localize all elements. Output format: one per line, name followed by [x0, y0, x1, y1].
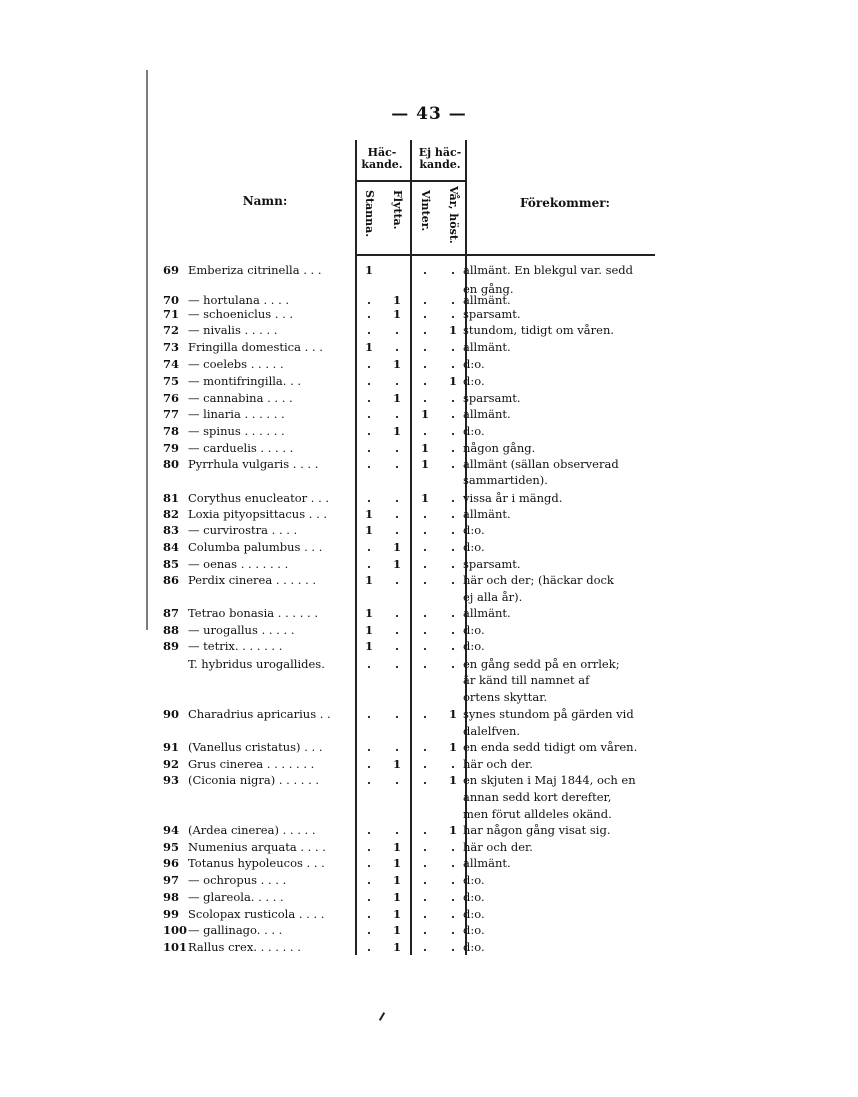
occurrence-text: här och der. [463, 757, 533, 771]
occurrence-text: har någon gång visat sig. [463, 823, 611, 837]
col-var-host-value: . [450, 639, 455, 653]
occurrence-text: sparsamt. [463, 557, 521, 571]
table-row [0, 723, 858, 740]
col-vinter-value: . [422, 940, 427, 954]
row-number: 94 [163, 823, 180, 837]
col-vinter-value: . [422, 606, 427, 620]
stray-mark [379, 1012, 385, 1021]
col-vinter-value: . [422, 357, 427, 371]
occurrence-text: allmänt. [463, 293, 511, 307]
col-vinter-value: 1 [420, 491, 429, 505]
col-flytta-value: . [394, 773, 399, 787]
occurrence-text: en skjuten i Maj 1844, och en [463, 773, 636, 787]
species-name: (Vanellus cristatus) . . . [188, 740, 323, 754]
col-flytta-value: 1 [392, 890, 401, 904]
species-name: Corythus enucleator . . . [188, 491, 330, 505]
col-stanna-value: . [366, 441, 371, 455]
col-flytta-value: 1 [392, 923, 401, 937]
species-name: Pyrrhula vulgaris . . . . [188, 457, 319, 471]
occurrence-text: d:o. [463, 940, 485, 954]
occurrence-text: sparsamt. [463, 391, 521, 405]
occurrence-text: är känd till namnet af [463, 673, 590, 687]
table-row [0, 638, 858, 655]
row-number: 85 [163, 557, 180, 571]
col-var-host-value: . [450, 840, 455, 854]
occurrence-text: d:o. [463, 923, 485, 937]
table-row [0, 306, 858, 323]
col-vinter-value: . [422, 856, 427, 870]
table-row [0, 456, 858, 473]
col-stanna-value: . [366, 940, 371, 954]
species-name: — ochropus . . . . [188, 873, 287, 887]
col-stanna-value: . [366, 357, 371, 371]
occurrence-text: sparsamt. [463, 307, 521, 321]
col-stanna-value: . [366, 740, 371, 754]
header-col-var-host: Vår, höst. [447, 186, 460, 244]
col-stanna-value: 1 [364, 639, 373, 653]
table-row [0, 339, 858, 356]
occurrence-text: d:o. [463, 523, 485, 537]
col-stanna-value: . [366, 457, 371, 471]
occurrence-text: här och der; (häckar dock [463, 573, 614, 587]
species-name: Tetrao bonasia . . . . . . [188, 606, 318, 620]
col-flytta-value: . [394, 740, 399, 754]
col-vinter-value: . [422, 890, 427, 904]
col-vinter-value: . [422, 623, 427, 637]
col-var-host-value: . [450, 923, 455, 937]
rule-group-under [355, 180, 465, 182]
col-var-host-value: . [450, 507, 455, 521]
species-name: Grus cinerea . . . . . . . [188, 757, 315, 771]
col-stanna-value: . [366, 424, 371, 438]
col-var-host-value: . [450, 940, 455, 954]
table-row [0, 423, 858, 440]
species-name: — glareola. . . . . [188, 890, 284, 904]
col-var-host-value: . [450, 293, 455, 307]
species-name: — spinus . . . . . . [188, 424, 285, 438]
col-flytta-value: . [394, 340, 399, 354]
col-flytta-value: . [394, 323, 399, 337]
col-var-host-value: . [450, 657, 455, 671]
table-row [0, 706, 858, 723]
col-vinter-value: 1 [420, 457, 429, 471]
row-number: 98 [163, 890, 180, 904]
col-vinter-value: . [422, 773, 427, 787]
row-number: 89 [163, 639, 180, 653]
occurrence-text: allmänt. En blekgul var. sedd [463, 263, 634, 277]
col-var-host-value: . [450, 856, 455, 870]
col-stanna-value: . [366, 391, 371, 405]
col-vinter-value: . [422, 573, 427, 587]
col-vinter-value: . [422, 740, 427, 754]
col-vinter-value: . [422, 657, 427, 671]
col-var-host-value: . [450, 907, 455, 921]
col-vinter-value: . [422, 639, 427, 653]
page-number: — 43 — [391, 104, 467, 124]
col-stanna-value: . [366, 540, 371, 554]
table-row [0, 356, 858, 373]
table-row [0, 373, 858, 390]
col-stanna-value: . [366, 923, 371, 937]
table-row [0, 556, 858, 573]
table-row [0, 572, 858, 589]
row-number: 92 [163, 757, 180, 771]
col-var-host-value: . [450, 391, 455, 405]
col-stanna-value: 1 [364, 340, 373, 354]
species-name: — nivalis . . . . . [188, 323, 278, 337]
table-row [0, 739, 858, 756]
row-number: 72 [163, 323, 180, 337]
col-vinter-value: . [422, 507, 427, 521]
row-number: 80 [163, 457, 180, 471]
col-flytta-value: 1 [392, 293, 401, 307]
col-stanna-value: 1 [364, 507, 373, 521]
occurrence-text: allmänt. [463, 606, 511, 620]
col-flytta-value: 1 [392, 940, 401, 954]
occurrence-text: allmänt (sällan observerad [463, 457, 619, 471]
row-number: 79 [163, 441, 180, 455]
col-flytta-value: 1 [392, 557, 401, 571]
species-name: — montifringilla. . . [188, 374, 302, 388]
table-row [0, 939, 858, 956]
species-name: Charadrius apricarius . . [188, 707, 331, 721]
col-stanna-value: 1 [364, 606, 373, 620]
col-stanna-value: . [366, 407, 371, 421]
table-row [0, 872, 858, 889]
table-row [0, 390, 858, 407]
rule-header-bottom [355, 254, 655, 256]
occurrence-text: dalelfven. [463, 724, 521, 738]
table-row [0, 656, 858, 673]
row-number: 78 [163, 424, 180, 438]
occurrence-text: allmänt. [463, 407, 511, 421]
col-flytta-value: 1 [392, 540, 401, 554]
row-number: 95 [163, 840, 180, 854]
occurrence-text: sammartiden). [463, 473, 548, 487]
row-number: 101 [163, 940, 188, 954]
species-name: — hortulana . . . . [188, 293, 290, 307]
occurrence-text: d:o. [463, 890, 485, 904]
species-name: (Ciconia nigra) . . . . . . [188, 773, 320, 787]
col-flytta-value: 1 [392, 856, 401, 870]
col-vinter-value: . [422, 557, 427, 571]
col-var-host-value: . [450, 757, 455, 771]
occurrence-text: vissa år i mängd. [463, 491, 563, 505]
col-vinter-value: 1 [420, 407, 429, 421]
species-name: Totanus hypoleucos . . . [188, 856, 325, 870]
col-vinter-value: . [422, 263, 427, 277]
col-var-host-value: 1 [448, 740, 457, 754]
species-name: — schoeniclus . . . [188, 307, 294, 321]
col-var-host-value: 1 [448, 707, 457, 721]
col-var-host-value: . [450, 573, 455, 587]
species-name: — oenas . . . . . . . [188, 557, 289, 571]
species-name: — tetrix. . . . . . . [188, 639, 283, 653]
col-vinter-value: . [422, 873, 427, 887]
col-stanna-value: . [366, 707, 371, 721]
occurrence-text: d:o. [463, 873, 485, 887]
row-number: 83 [163, 523, 180, 537]
col-vinter-value: . [422, 907, 427, 921]
header-col-flytta: Flytta. [391, 190, 404, 230]
occurrence-text: annan sedd kort derefter, [463, 790, 612, 804]
table-row [0, 889, 858, 906]
col-vinter-value: . [422, 823, 427, 837]
col-var-host-value: . [450, 557, 455, 571]
species-name: — gallinago. . . . [188, 923, 283, 937]
occurrence-text: allmänt. [463, 507, 511, 521]
col-stanna-value: . [366, 557, 371, 571]
species-name: — linaria . . . . . . [188, 407, 285, 421]
col-flytta-value: 1 [392, 840, 401, 854]
col-var-host-value: . [450, 340, 455, 354]
row-number: 84 [163, 540, 180, 554]
species-name: — coelebs . . . . . [188, 357, 284, 371]
col-stanna-value: . [366, 840, 371, 854]
table-row [0, 806, 858, 823]
species-name: Fringilla domestica . . . [188, 340, 323, 354]
col-stanna-value: . [366, 873, 371, 887]
col-var-host-value: . [450, 407, 455, 421]
col-stanna-value: 1 [364, 623, 373, 637]
occurrence-text: d:o. [463, 907, 485, 921]
table-row [0, 822, 858, 839]
col-vinter-value: . [422, 523, 427, 537]
occurrence-text: d:o. [463, 424, 485, 438]
table-row [0, 772, 858, 789]
table-row [0, 522, 858, 539]
col-var-host-value: 1 [448, 773, 457, 787]
col-var-host-value: . [450, 357, 455, 371]
occurrence-text: en enda sedd tidigt om våren. [463, 740, 638, 754]
col-stanna-value: . [366, 323, 371, 337]
row-number: 91 [163, 740, 180, 754]
col-flytta-value: . [394, 623, 399, 637]
species-name: Emberiza citrinella . . . [188, 263, 322, 277]
header-occurrence: Förekommer: [520, 196, 610, 210]
table-row [0, 789, 858, 806]
occurrence-text: en gång sedd på en orrlek; [463, 657, 620, 671]
table-row [0, 506, 858, 523]
occurrence-text: stundom, tidigt om våren. [463, 323, 615, 337]
occurrence-text: någon gång. [463, 441, 536, 455]
species-name: Scolopax rusticola . . . . [188, 907, 325, 921]
col-stanna-value: . [366, 293, 371, 307]
row-number: 93 [163, 773, 180, 787]
row-number: 81 [163, 491, 180, 505]
col-vinter-value: . [422, 293, 427, 307]
col-flytta-value: 1 [392, 907, 401, 921]
col-flytta-value: 1 [392, 873, 401, 887]
table-row [0, 262, 858, 279]
occurrence-text: synes stundom på gärden vid [463, 707, 634, 721]
col-flytta-value: 1 [392, 424, 401, 438]
col-flytta-value: . [394, 573, 399, 587]
col-flytta-value: . [394, 441, 399, 455]
col-vinter-value: . [422, 340, 427, 354]
col-flytta-value: . [394, 407, 399, 421]
col-vinter-value: . [422, 923, 427, 937]
col-flytta-value: 1 [392, 307, 401, 321]
table-row [0, 839, 858, 856]
occurrence-text: allmänt. [463, 340, 511, 354]
col-flytta-value: . [394, 823, 399, 837]
col-var-host-value: . [450, 890, 455, 904]
occurrence-text: ej alla år). [463, 590, 523, 604]
occurrence-text: d:o. [463, 639, 485, 653]
table-row [0, 490, 858, 507]
occurrence-text: ortens skyttar. [463, 690, 548, 704]
occurrence-text: d:o. [463, 374, 485, 388]
col-var-host-value: . [450, 606, 455, 620]
col-var-host-value: . [450, 307, 455, 321]
row-number: 100 [163, 923, 188, 937]
col-flytta-value: 1 [392, 391, 401, 405]
col-vinter-value: . [422, 374, 427, 388]
col-var-host-value: . [450, 623, 455, 637]
col-vinter-value: . [422, 540, 427, 554]
col-flytta-value: . [394, 457, 399, 471]
col-vinter-value: . [422, 307, 427, 321]
col-stanna-value: . [366, 823, 371, 837]
col-vinter-value: . [422, 840, 427, 854]
col-flytta-value: . [394, 523, 399, 537]
species-name: (Ardea cinerea) . . . . . [188, 823, 316, 837]
col-stanna-value: 1 [364, 573, 373, 587]
col-flytta-value: . [394, 657, 399, 671]
col-var-host-value: 1 [448, 374, 457, 388]
row-number: 87 [163, 606, 180, 620]
row-number: 97 [163, 873, 180, 887]
table-row [0, 406, 858, 423]
col-vinter-value: . [422, 391, 427, 405]
occurrence-text: men förut alldeles okänd. [463, 807, 612, 821]
col-vinter-value: . [422, 424, 427, 438]
species-name: Numenius arquata . . . . [188, 840, 326, 854]
col-flytta-value: . [394, 507, 399, 521]
col-flytta-value: 1 [392, 357, 401, 371]
col-var-host-value: . [450, 424, 455, 438]
row-number: 70 [163, 293, 180, 307]
species-name: Rallus crex. . . . . . . [188, 940, 301, 954]
header-col-vinter: Vinter. [419, 190, 432, 232]
col-var-host-value: . [450, 540, 455, 554]
col-stanna-value: . [366, 773, 371, 787]
col-stanna-value: . [366, 307, 371, 321]
col-stanna-value: . [366, 374, 371, 388]
col-stanna-value: . [366, 657, 371, 671]
col-var-host-value: . [450, 441, 455, 455]
header-group-breeding: Häc- kande. [361, 146, 403, 171]
species-name: Columba palumbus . . . [188, 540, 323, 554]
row-number: 86 [163, 573, 180, 587]
header-col-stanna: Stanna. [363, 190, 376, 238]
species-name: — cannabina . . . . [188, 391, 293, 405]
species-name: — carduelis . . . . . [188, 441, 294, 455]
table-row [0, 622, 858, 639]
col-flytta-value: . [394, 639, 399, 653]
table-row [0, 689, 858, 706]
occurrence-text: allmänt. [463, 856, 511, 870]
row-number: 71 [163, 307, 180, 321]
col-flytta-value: . [394, 491, 399, 505]
table-row [0, 322, 858, 339]
species-name: Loxia pityopsittacus . . . [188, 507, 328, 521]
row-number: 75 [163, 374, 180, 388]
col-vinter-value: . [422, 707, 427, 721]
row-number: 74 [163, 357, 180, 371]
occurrence-text: d:o. [463, 540, 485, 554]
row-number: 73 [163, 340, 180, 354]
col-var-host-value: . [450, 873, 455, 887]
header-group-nonbreeding: Ej häc- kande. [418, 146, 462, 171]
col-vinter-value: 1 [420, 441, 429, 455]
col-stanna-value: . [366, 856, 371, 870]
occurrence-text: d:o. [463, 357, 485, 371]
occurrence-text: här och der. [463, 840, 533, 854]
table-row [0, 539, 858, 556]
col-var-host-value: . [450, 263, 455, 277]
row-number: 77 [163, 407, 180, 421]
table-row [0, 472, 858, 489]
table-row [0, 906, 858, 923]
species-name: Perdix cinerea . . . . . . [188, 573, 317, 587]
header-name: Namn: [242, 194, 288, 208]
species-name: T. hybridus urogallides. [188, 657, 325, 671]
col-stanna-value: . [366, 757, 371, 771]
table-row [0, 589, 858, 606]
table-row [0, 855, 858, 872]
table-row [0, 605, 858, 622]
col-var-host-value: 1 [448, 323, 457, 337]
row-number: 76 [163, 391, 180, 405]
col-var-host-value: 1 [448, 823, 457, 837]
row-number: 88 [163, 623, 180, 637]
row-number: 82 [163, 507, 180, 521]
col-vinter-value: . [422, 323, 427, 337]
col-flytta-value: . [394, 707, 399, 721]
col-var-host-value: . [450, 457, 455, 471]
species-name: — curvirostra . . . . [188, 523, 298, 537]
col-vinter-value: . [422, 757, 427, 771]
col-var-host-value: . [450, 491, 455, 505]
col-stanna-value: . [366, 890, 371, 904]
col-stanna-value: 1 [364, 523, 373, 537]
col-stanna-value: 1 [364, 263, 373, 277]
col-flytta-value: . [394, 374, 399, 388]
species-name: — urogallus . . . . . [188, 623, 295, 637]
table-row [0, 672, 858, 689]
row-number: 96 [163, 856, 180, 870]
table-row [0, 756, 858, 773]
col-stanna-value: . [366, 907, 371, 921]
row-number: 90 [163, 707, 180, 721]
table-row [0, 440, 858, 457]
col-var-host-value: . [450, 523, 455, 537]
col-flytta-value: 1 [392, 757, 401, 771]
col-flytta-value: . [394, 606, 399, 620]
table-row [0, 922, 858, 939]
occurrence-text: en gång. [463, 282, 514, 296]
row-number: 69 [163, 263, 180, 277]
col-stanna-value: . [366, 491, 371, 505]
row-number: 99 [163, 907, 180, 921]
occurrence-text: d:o. [463, 623, 485, 637]
